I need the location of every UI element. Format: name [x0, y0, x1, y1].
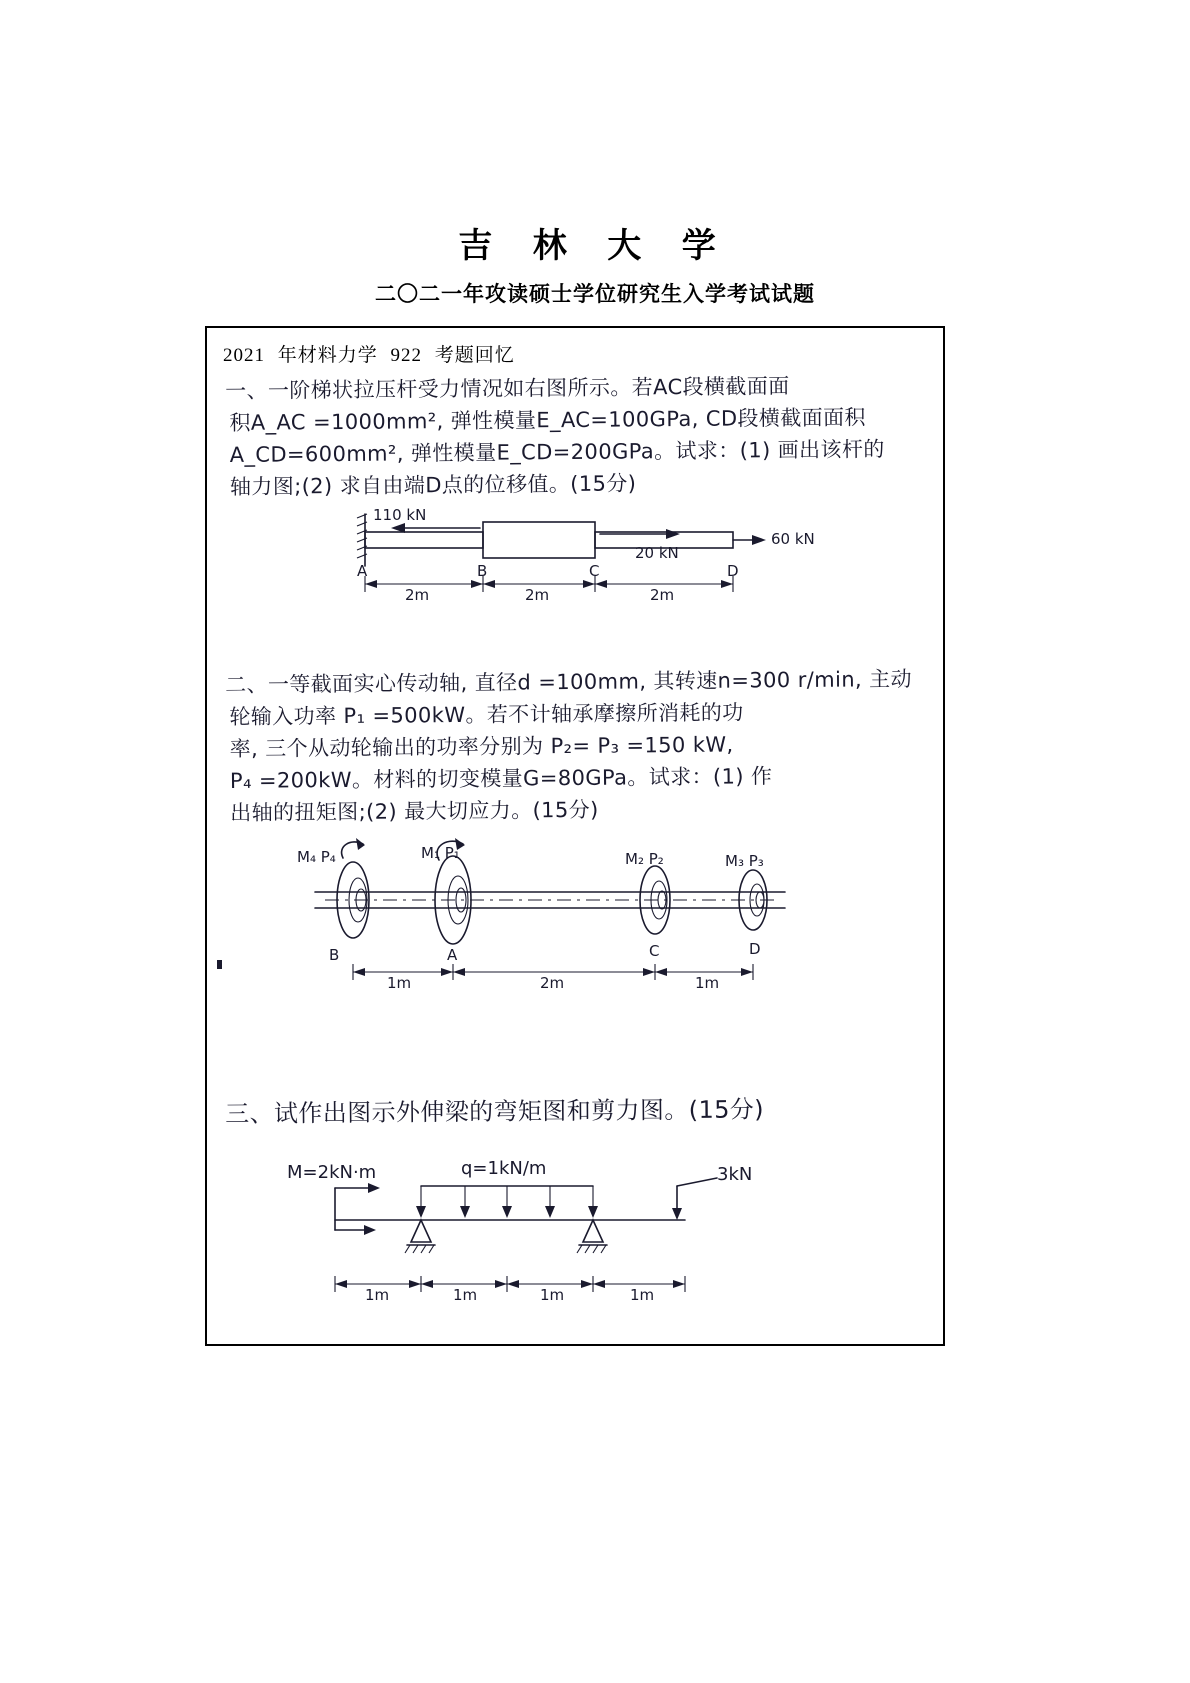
- beam-dim-2: 1m: [453, 1286, 478, 1305]
- exam-content-frame: [205, 326, 945, 1346]
- shaft-dim-ac: 2m: [540, 973, 565, 992]
- wheel-label-m3p3: M₃ P₃: [725, 851, 764, 870]
- dim-label-cd: 2m: [650, 585, 675, 604]
- wheel-label-m4p4: M₄ P₄: [297, 847, 336, 866]
- question-1-line-1: 一、一阶梯状拉压杆受力情况如右图所示。若AC段横截面面: [225, 374, 790, 403]
- stepped-bar-diagram: [225, 504, 925, 614]
- question-3-text: [225, 1090, 925, 1133]
- load-label-110kn: 110 kN: [373, 505, 427, 524]
- beam-dim-4: 1m: [630, 1286, 655, 1305]
- question-2-line-5: 出轴的扭矩图;(2) 最大切应力。(15分): [230, 797, 599, 825]
- load-label-20kn: 20 kN: [635, 543, 679, 562]
- point-label-d: D: [727, 561, 739, 580]
- university-title: 吉 林 大 学: [458, 228, 732, 265]
- question-2-line-1: 二、一等截面实心传动轴, 直径d =100mm, 其转速n=300 r/min, 主动: [225, 667, 913, 697]
- paper-header: [223, 340, 522, 367]
- exam-subtitle: 二〇二一年攻读硕士学位研究生入学考试试题: [375, 282, 815, 306]
- question-3: [225, 1096, 925, 1322]
- transmission-shaft-diagram: [225, 830, 925, 1020]
- question-1-line-2: 积A_AC =1000mm², 弹性模量E_AC=100GPa, CD段横截面面积: [229, 405, 866, 435]
- question-1-text: [225, 370, 926, 504]
- dim-label-ab: 2m: [405, 585, 430, 604]
- overhanging-beam-diagram: [225, 1132, 925, 1322]
- header-subject: 年材料力学: [277, 345, 378, 366]
- beam-dim-1: 1m: [365, 1286, 390, 1305]
- wheel-label-m1p1: M₁ P₁: [421, 843, 460, 862]
- moment-label: M=2kN·m: [287, 1162, 377, 1184]
- point-label-b: B: [477, 561, 488, 580]
- shaft-dim-ba: 1m: [387, 973, 412, 992]
- shaft-point-d: D: [749, 939, 761, 958]
- question-1: [225, 376, 925, 614]
- header-note: 考题回忆: [434, 345, 515, 366]
- shaft-dim-cd: 1m: [695, 973, 720, 992]
- header-code: 922: [390, 345, 423, 366]
- stepped-bar-svg: [225, 504, 925, 614]
- shaft-point-b: B: [329, 945, 340, 964]
- header-year: 2021: [223, 345, 265, 366]
- beam-dim-3: 1m: [540, 1286, 565, 1305]
- margin-mark: [217, 960, 222, 969]
- distributed-load-label: q=1kN/m: [461, 1158, 547, 1180]
- dim-label-bc: 2m: [525, 585, 550, 604]
- shaft-point-a: A: [447, 945, 458, 964]
- question-2-line-2: 轮输入功率 P₁ =500kW。若不计轴承摩擦所消耗的功: [229, 700, 744, 729]
- wheel-label-m2p2: M₂ P₂: [625, 849, 664, 868]
- load-label-60kn: 60 kN: [771, 529, 815, 548]
- point-label-a: A: [357, 561, 368, 580]
- point-load-label: 3kN: [717, 1164, 753, 1186]
- question-2-line-4: P₄ =200kW。材料的切变模量G=80GPa。试求：(1) 作: [229, 763, 773, 793]
- question-1-line-4: 轴力图;(2) 求自由端D点的位移值。(15分): [229, 471, 637, 499]
- question-2: [225, 667, 925, 1020]
- shaft-point-c: C: [649, 941, 660, 960]
- question-1-line-3: A_CD=600mm², 弹性模量E_CD=200GPa。试求：(1) 画出该杆的: [229, 437, 885, 467]
- point-label-c: C: [589, 561, 600, 580]
- overhanging-beam-svg: [225, 1132, 925, 1322]
- question-2-line-3: 率, 三个从动轮输出的功率分别为 P₂= P₃ =150 kW,: [229, 732, 734, 761]
- question-3-line-1: 三、试作出图示外伸梁的弯矩图和剪力图。(15分): [225, 1095, 765, 1128]
- question-2-text: [225, 664, 926, 830]
